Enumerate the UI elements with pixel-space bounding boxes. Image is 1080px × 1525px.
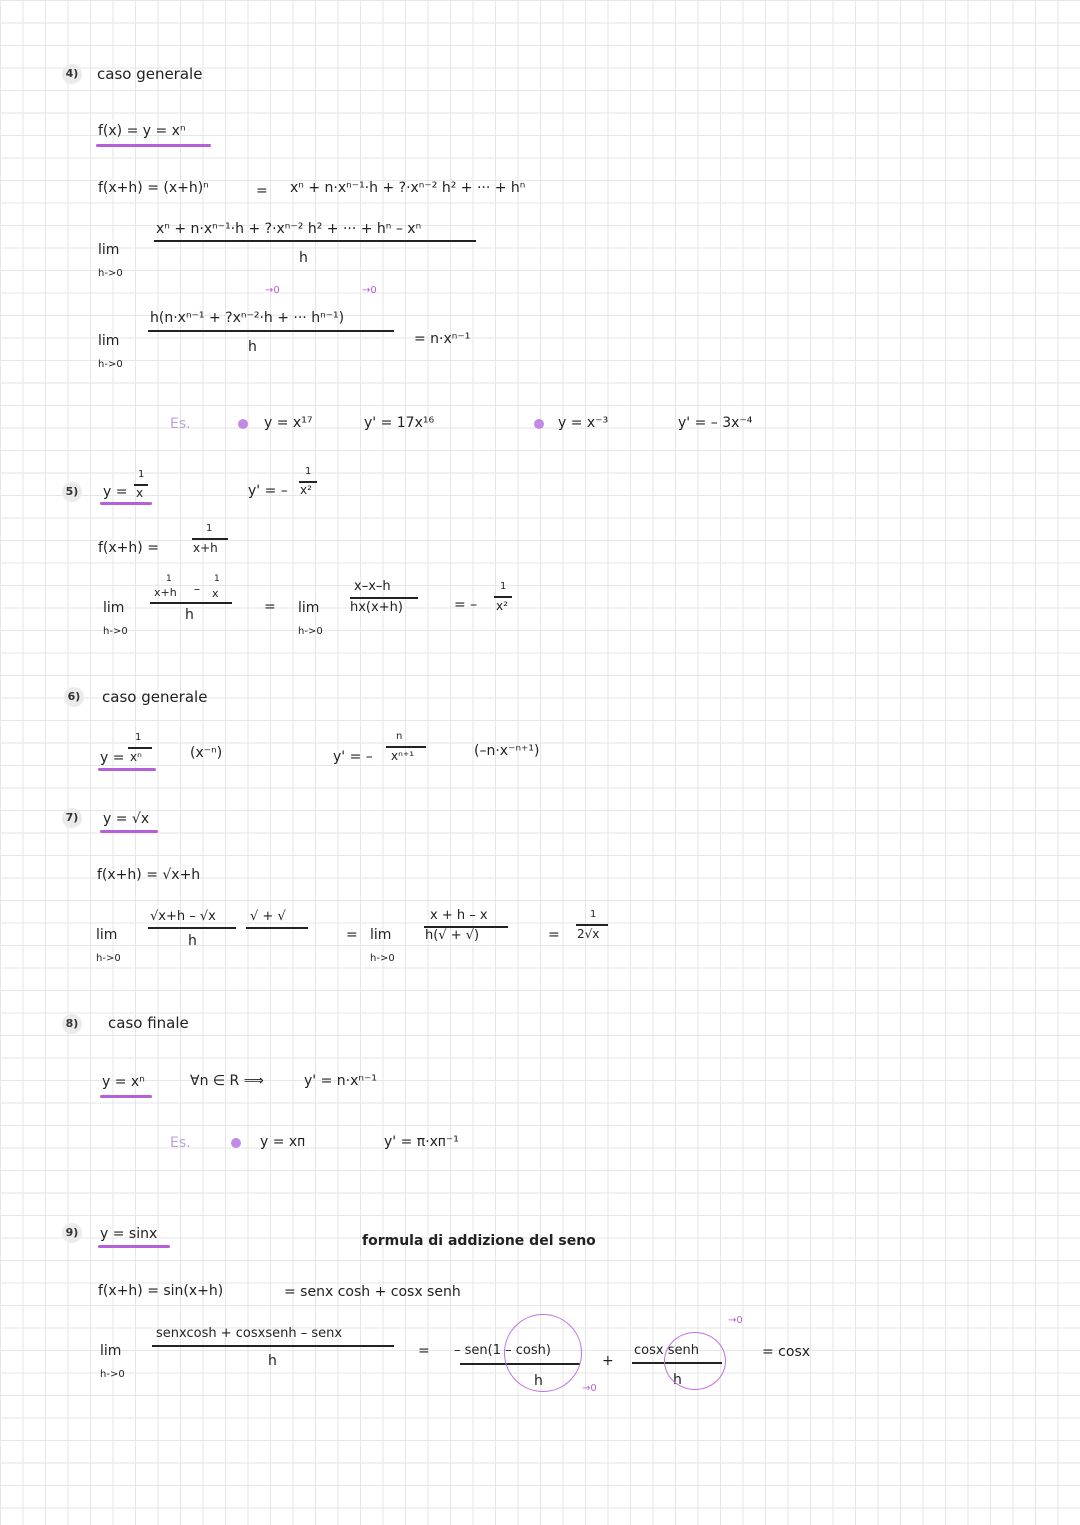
s7-eq-1: = (346, 927, 358, 943)
s6-def-bar (128, 747, 152, 749)
s7-fxh: f(x+h) = √x+h (97, 867, 201, 883)
s5-limit-2-sub: h->0 (298, 626, 323, 637)
s6-deriv-bar (386, 746, 426, 748)
section-8-heading: caso finale (108, 1014, 189, 1032)
section-4-heading: caso generale (97, 65, 203, 83)
s4-limit-2-arrow-2: →0 (362, 285, 377, 296)
s4-limit-2-result: = n·xⁿ⁻¹ (414, 331, 471, 347)
s5-fxh-num: 1 (206, 523, 213, 534)
s4-example-1-bullet (238, 419, 248, 429)
s8-forall: ∀n ∈ R ⟹ (190, 1073, 264, 1089)
s5-limit-2 (298, 600, 323, 637)
s8-definition-underline (100, 1095, 152, 1098)
s9-note: formula di addizione del seno (362, 1233, 596, 1249)
s4-limit-1 (98, 242, 123, 279)
s4-fxh-rhs: xⁿ + n·xⁿ⁻¹·h + ?·xⁿ⁻² h² + ··· + hⁿ (290, 180, 526, 196)
s4-limit-2-arrow-1: →0 (265, 285, 280, 296)
s4-limit-2-sub: h->0 (98, 359, 123, 370)
section-8-number: 8) (62, 1014, 82, 1034)
s9-eq-1: = (418, 1343, 430, 1359)
s4-limit-2-fraction-bar (148, 330, 394, 332)
s5-frac2-num: x–x–h (354, 579, 391, 594)
s5-def-num: 1 (138, 469, 145, 480)
s5-limit-1 (103, 600, 128, 637)
s4-limit-1-sub: h->0 (98, 268, 123, 279)
s4-example-2: y = x⁻³ (558, 415, 609, 431)
s9-term-a-arrow: →0 (582, 1383, 597, 1394)
s6-def-den: xⁿ (130, 750, 142, 764)
s5-deriv-lhs: y' = – (248, 483, 288, 499)
s5-def-den: x (136, 486, 144, 500)
s9-frac-bar (152, 1345, 394, 1347)
s7-frac2-num: x + h – x (430, 908, 488, 923)
s5-result-bar (494, 596, 512, 598)
s5-deriv-num: 1 (305, 466, 312, 477)
s4-limit-2-numerator: h(n·xⁿ⁻¹ + ?xⁿ⁻²·h + ··· hⁿ⁻¹) (150, 310, 345, 326)
s9-term-a-den: h (534, 1373, 543, 1389)
s4-limit-1-fraction-bar (154, 240, 476, 242)
s9-term-b-arrow: →0 (728, 1315, 743, 1326)
s7-frac-bar (148, 927, 236, 929)
s5-inner-b-num: 1 (214, 574, 220, 584)
s9-limit-word: lim (100, 1343, 122, 1359)
s4-example-1: y = x¹⁷ (264, 415, 313, 431)
s9-result: = cosx (762, 1344, 811, 1360)
s5-def-underline (100, 502, 152, 505)
s7-definition: y = √x (103, 811, 150, 827)
s5-outer-den: h (185, 607, 194, 623)
s5-result-den: x² (496, 599, 508, 613)
s7-definition-underline (100, 830, 158, 833)
s5-limit-1-sub: h->0 (103, 626, 128, 637)
s5-inner-a-num: 1 (166, 574, 172, 584)
s7-limit-1-sub: h->0 (96, 953, 121, 964)
s7-eq-2: = (548, 927, 560, 943)
s9-term-b-num: cosx senh (634, 1343, 699, 1358)
s4-definition: f(x) = y = xⁿ (98, 123, 186, 139)
s5-outer-bar (150, 602, 232, 604)
s4-example-2-bullet (534, 419, 544, 429)
s6-def-lhs: y = (100, 750, 125, 766)
s4-example-1-derivative: y' = 17x¹⁶ (364, 415, 435, 431)
section-4-number: 4) (62, 64, 82, 84)
s9-term-b-circle (664, 1332, 726, 1390)
s7-limit-2 (370, 927, 395, 964)
s4-example-label: Es. (170, 416, 191, 432)
s4-limit-2-denominator: h (248, 339, 257, 355)
s6-deriv-den: xⁿ⁺¹ (391, 749, 415, 763)
s7-frac-den: h (188, 933, 197, 949)
s9-frac-num: senxcosh + cosxsenh – senx (156, 1326, 343, 1341)
s4-limit-2-word: lim (98, 333, 120, 349)
section-6-number: 6) (64, 687, 84, 707)
s9-term-a-num: – sen(1 – cosh) (454, 1343, 551, 1358)
s6-def-num: 1 (135, 732, 142, 743)
s9-definition: y = sinx (100, 1226, 158, 1242)
s5-eq-1: = (264, 599, 276, 615)
s6-deriv-lhs: y' = – (333, 749, 373, 765)
s6-def-note: (x⁻ⁿ) (190, 745, 223, 761)
s5-fxh-den: x+h (193, 541, 218, 555)
s7-limit-1 (96, 927, 121, 964)
s9-limit-sub: h->0 (100, 1369, 125, 1380)
s7-result-den: 2√x (577, 927, 600, 941)
s4-example-2-derivative: y' = – 3x⁻⁴ (678, 415, 753, 431)
s7-limit-2-sub: h->0 (370, 953, 395, 964)
s8-example-label: Es. (170, 1135, 191, 1151)
s4-fxh-lhs: f(x+h) = (x+h)ⁿ (98, 180, 209, 196)
section-7-number: 7) (62, 808, 82, 828)
s8-derivative: y' = n·xⁿ⁻¹ (304, 1073, 377, 1089)
section-9-number: 9) (62, 1223, 82, 1243)
s9-fxh-rhs: = senx cosh + cosx senh (284, 1284, 461, 1300)
section-6-heading: caso generale (102, 688, 208, 706)
s4-definition-underline (96, 144, 211, 147)
s9-limit (100, 1343, 125, 1380)
s7-frac-num: √x+h – √x (150, 909, 216, 924)
s8-example-bullet (231, 1138, 241, 1148)
s6-deriv-num: n (396, 731, 403, 742)
s7-limit-2-word: lim (370, 927, 392, 943)
s8-example: y = xᴨ (260, 1134, 306, 1150)
s6-def-underline (98, 768, 156, 771)
s9-plus: + (602, 1353, 614, 1369)
s9-fxh: f(x+h) = sin(x+h) (98, 1283, 224, 1299)
s7-frac2-den: h(√ + √) (425, 928, 480, 943)
s7-conj-bar (246, 927, 308, 929)
s4-limit-2 (98, 333, 123, 370)
s7-result-bar (576, 924, 608, 926)
s5-fxh-bar (192, 538, 228, 540)
s4-fxh-eq: = (256, 183, 268, 199)
s8-example-derivative: y' = π·xᴨ⁻¹ (384, 1134, 459, 1150)
s4-limit-1-word: lim (98, 242, 120, 258)
s5-limit-2-word: lim (298, 600, 320, 616)
s5-eq-2: = – (454, 597, 478, 613)
s5-def-lhs: y = (103, 484, 128, 500)
s4-limit-1-denominator: h (299, 250, 308, 266)
s5-limit-1-word: lim (103, 600, 125, 616)
s5-fxh-lhs: f(x+h) = (98, 540, 159, 556)
s6-deriv-note: (–n·x⁻ⁿ⁺¹) (474, 743, 540, 759)
s7-conj: √ + √ (250, 909, 286, 924)
s9-term-b-den: h (673, 1372, 682, 1388)
s5-inner-minus: – (194, 582, 200, 596)
s8-definition: y = xⁿ (102, 1074, 145, 1090)
s5-deriv-den: x² (300, 483, 312, 497)
s9-frac-den: h (268, 1353, 277, 1369)
s7-limit-1-word: lim (96, 927, 118, 943)
s5-inner-b-den: x (212, 587, 219, 600)
s5-result-num: 1 (500, 581, 507, 592)
s5-frac2-bar (350, 597, 418, 599)
s5-inner-a-den: x+h (154, 586, 177, 599)
s9-term-a-circle (504, 1314, 582, 1392)
s7-result-num: 1 (590, 909, 597, 920)
section-5-number: 5) (62, 482, 82, 502)
s5-frac2-den: hx(x+h) (350, 600, 403, 615)
s4-limit-1-numerator: xⁿ + n·xⁿ⁻¹·h + ?·xⁿ⁻² h² + ··· + hⁿ – xⁿ (156, 221, 422, 237)
s9-definition-underline (98, 1245, 170, 1248)
